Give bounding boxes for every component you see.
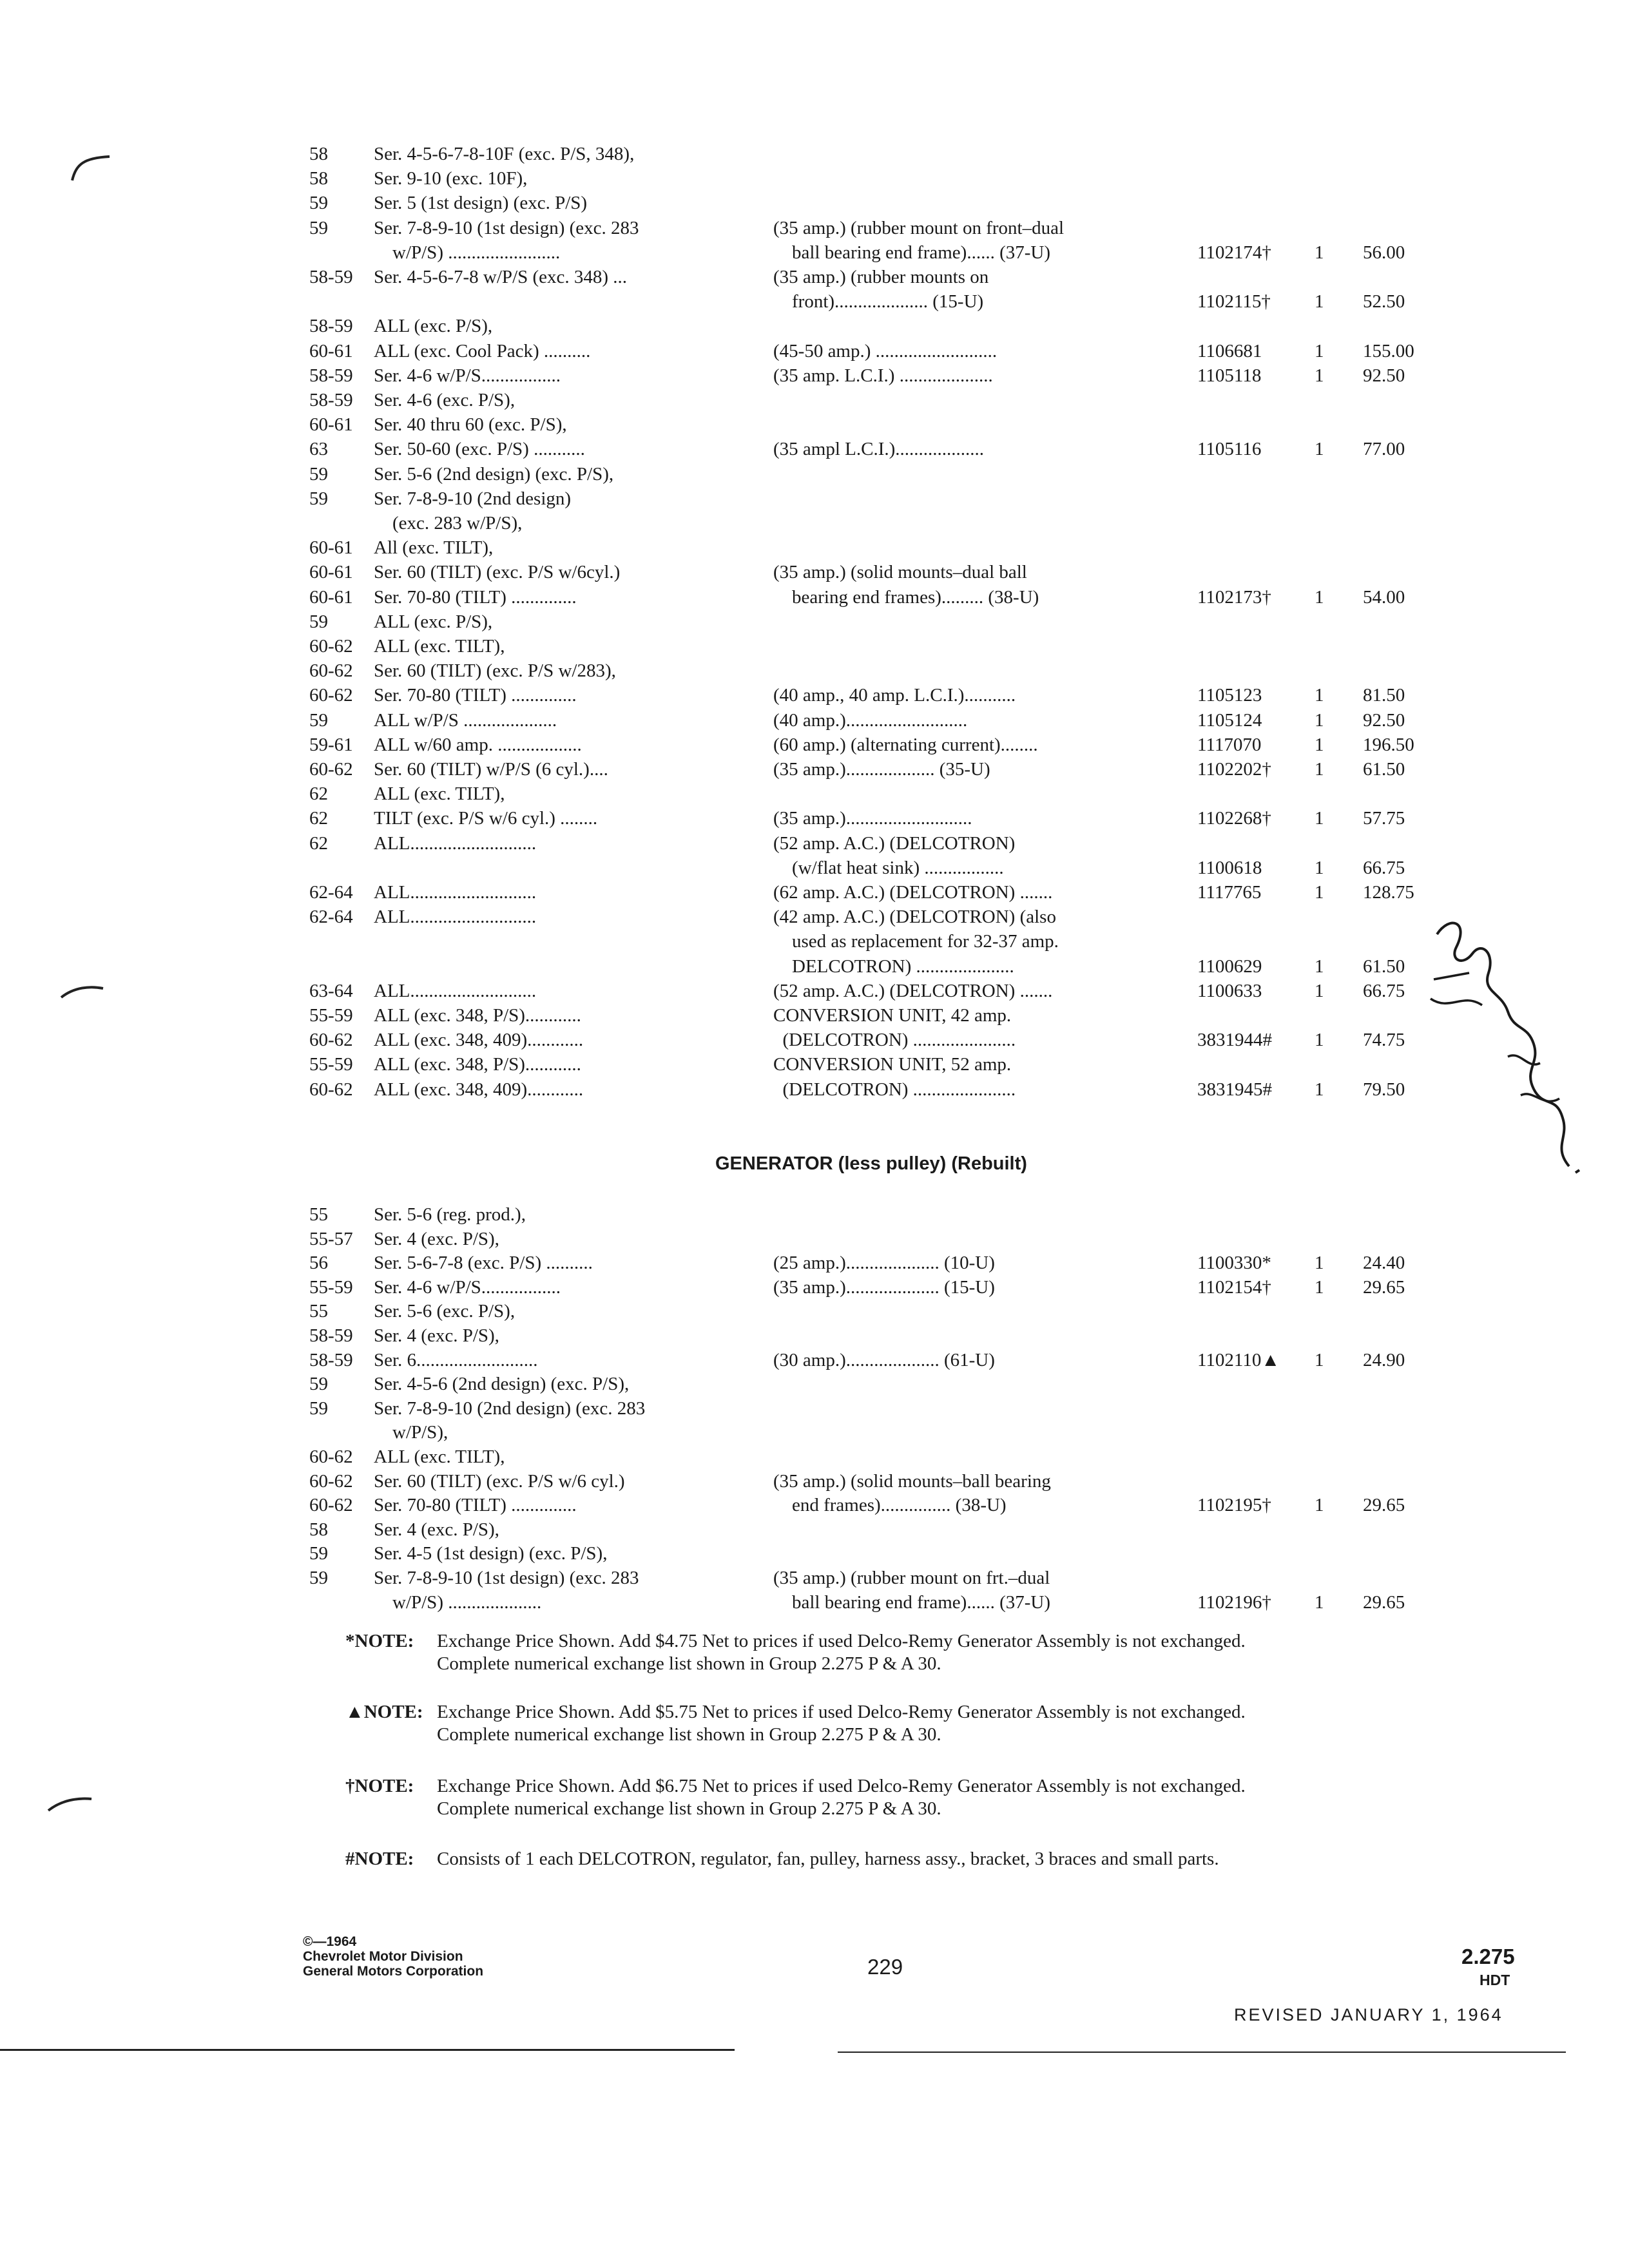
application-cell: Ser. 50-60 (exc. P/S) ........... — [374, 439, 585, 460]
revised-date: REVISED JANUARY 1, 1964 — [1234, 2005, 1503, 2024]
price-cell: 128.75 — [1363, 882, 1414, 903]
bottom-rule-right — [838, 2052, 1566, 2053]
quantity-cell: 1 — [1315, 857, 1324, 878]
description-cell: (35 amp.)........................... — [773, 808, 972, 829]
price-cell: 29.65 — [1363, 1591, 1405, 1613]
price-cell: 29.65 — [1363, 1495, 1405, 1516]
alternator-row — [0, 930, 1629, 955]
alternator-row — [0, 217, 1629, 242]
alternator-row — [0, 1004, 1629, 1029]
application-cell: Ser. 4-6 w/P/S................. — [374, 365, 561, 386]
price-cell: 74.75 — [1363, 1030, 1405, 1051]
alternator-row — [0, 857, 1629, 881]
year-cell: 59 — [309, 611, 328, 632]
part-number-cell: 1100633 — [1197, 980, 1262, 1001]
year-cell: 60-62 — [309, 660, 353, 682]
quantity-cell: 1 — [1315, 1079, 1324, 1100]
application-cell: Ser. 4 (exc. P/S), — [374, 1325, 499, 1346]
application-cell: ALL (exc. TILT), — [374, 783, 505, 805]
alternator-row — [0, 438, 1629, 463]
application-cell: Ser. 5-6 (reg. prod.), — [374, 1204, 526, 1225]
alternator-row — [0, 463, 1629, 488]
alternator-row — [0, 758, 1629, 783]
part-number-cell: 1102268† — [1197, 808, 1271, 829]
year-cell: 60-61 — [309, 586, 353, 608]
description-cell: (35 amp.) (rubber mount on front–dual — [773, 217, 1065, 238]
alternator-row — [0, 635, 1629, 660]
application-cell: ALL (exc. 348, 409)............ — [374, 1030, 584, 1051]
price-cell: 155.00 — [1363, 340, 1414, 361]
year-cell: 59 — [309, 217, 328, 238]
year-cell: 55 — [309, 1204, 328, 1225]
group-sub: HDT — [1480, 1972, 1510, 1988]
part-number-cell: 3831945# — [1197, 1079, 1272, 1100]
quantity-cell: 1 — [1315, 980, 1324, 1001]
description-cell: (25 amp.).................... (10-U) — [773, 1253, 995, 1274]
application-cell: Ser. 5-6 (2nd design) (exc. P/S), — [374, 463, 614, 485]
description-cell: ball bearing end frame)...... (37-U) — [773, 1591, 1051, 1613]
year-cell: 58 — [309, 1519, 328, 1540]
part-number-cell: 1105123 — [1197, 685, 1262, 706]
part-number-cell: 1102196† — [1197, 1591, 1271, 1613]
quantity-cell: 1 — [1315, 1276, 1324, 1298]
application-cell: ALL (exc. TILT), — [374, 1446, 505, 1467]
year-cell: 60-61 — [309, 562, 353, 583]
description-cell: (w/flat heat sink) ................. — [773, 857, 1004, 878]
alternator-row — [0, 340, 1629, 365]
price-cell: 77.00 — [1363, 439, 1405, 460]
year-cell: 55-59 — [309, 1276, 353, 1298]
margin-mark — [58, 979, 110, 1005]
application-cell: Ser. 4 (exc. P/S), — [374, 1228, 499, 1249]
application-cell: Ser. 5-6 (exc. P/S), — [374, 1301, 516, 1322]
price-cell: 81.50 — [1363, 685, 1405, 706]
application-cell: ALL w/P/S .................... — [374, 709, 557, 731]
year-cell: 63-64 — [309, 980, 353, 1001]
application-cell: TILT (exc. P/S w/6 cyl.) ........ — [374, 808, 598, 829]
quantity-cell: 1 — [1315, 759, 1324, 780]
year-cell: 62-64 — [309, 882, 353, 903]
page-number: 229 — [867, 1955, 903, 1979]
year-cell: 60-62 — [309, 1446, 353, 1467]
generator-row — [0, 1373, 1629, 1398]
description-cell: (DELCOTRON) ...................... — [773, 1030, 1016, 1051]
price-cell: 61.50 — [1363, 759, 1405, 780]
alternator-row — [0, 586, 1629, 611]
alternator-row — [0, 192, 1629, 216]
application-cell: w/P/S) .................... — [374, 1591, 542, 1613]
year-cell: 60-61 — [309, 537, 353, 559]
alternator-row — [0, 611, 1629, 635]
part-number-cell: 1102195† — [1197, 1495, 1271, 1516]
price-cell: 196.50 — [1363, 734, 1414, 755]
footnote-marker: ▲NOTE: — [345, 1702, 423, 1722]
year-cell: 59 — [309, 1374, 328, 1395]
quantity-cell: 1 — [1315, 1591, 1324, 1613]
alternator-row — [0, 537, 1629, 561]
year-cell: 59 — [309, 709, 328, 731]
footnote-marker: #NOTE: — [345, 1849, 414, 1869]
application-cell: Ser. 4-5-6 (2nd design) (exc. P/S), — [374, 1374, 630, 1395]
application-cell: ALL (exc. 348, 409)............ — [374, 1079, 584, 1100]
quantity-cell: 1 — [1315, 956, 1324, 977]
alternator-row — [0, 168, 1629, 192]
generator-row — [0, 1325, 1629, 1349]
quantity-cell: 1 — [1315, 734, 1324, 755]
description-cell: (52 amp. A.C.) (DELCOTRON) — [773, 832, 1016, 854]
alternator-row — [0, 783, 1629, 807]
application-cell: w/P/S) ........................ — [374, 242, 561, 263]
description-cell: end frames)............... (38-U) — [773, 1495, 1007, 1516]
quantity-cell: 1 — [1315, 340, 1324, 361]
year-cell: 55-57 — [309, 1228, 353, 1249]
application-cell: Ser. 60 (TILT) w/P/S (6 cyl.).... — [374, 759, 608, 780]
description-cell: (30 amp.).................... (61-U) — [773, 1349, 995, 1370]
generator-row — [0, 1300, 1629, 1325]
quantity-cell: 1 — [1315, 1495, 1324, 1516]
generator-row — [0, 1421, 1629, 1446]
part-number-cell: 1102173† — [1197, 586, 1271, 608]
quantity-cell: 1 — [1315, 291, 1324, 312]
description-cell: (35 amp.) (solid mounts–ball bearing — [773, 1470, 1051, 1492]
application-cell: ALL........................... — [374, 832, 537, 854]
generator-row — [0, 1398, 1629, 1422]
alternator-row — [0, 561, 1629, 586]
footnote — [345, 1848, 1312, 1893]
price-cell: 61.50 — [1363, 956, 1405, 977]
generator-row — [0, 1494, 1629, 1519]
price-cell: 57.75 — [1363, 808, 1405, 829]
year-cell: 58-59 — [309, 267, 353, 287]
application-cell: ALL (exc. P/S), — [374, 316, 493, 337]
price-cell: 29.65 — [1363, 1276, 1405, 1298]
year-cell: 59 — [309, 463, 328, 485]
application-cell: Ser. 70-80 (TILT) .............. — [374, 685, 577, 706]
generator-row — [0, 1591, 1629, 1616]
price-cell: 79.50 — [1363, 1079, 1405, 1100]
price-cell: 24.90 — [1363, 1349, 1405, 1370]
alternator-row — [0, 832, 1629, 857]
price-cell: 66.75 — [1363, 857, 1405, 878]
generator-row — [0, 1228, 1629, 1253]
application-cell: (exc. 283 w/P/S), — [374, 513, 523, 533]
generator-row — [0, 1567, 1629, 1591]
description-cell: (40 amp., 40 amp. L.C.I.)........... — [773, 685, 1016, 706]
year-cell: 62 — [309, 832, 328, 854]
quantity-cell: 1 — [1315, 808, 1324, 829]
year-cell: 60-62 — [309, 1495, 353, 1516]
alternator-row — [0, 660, 1629, 684]
footnote-text: Consists of 1 each DELCOTRON, regulator, fan, pulley, harness assy., bracket, 3 braces and small parts. — [437, 1849, 1219, 1869]
application-cell: Ser. 60 (TILT) (exc. P/S w/6 cyl.) — [374, 1470, 625, 1492]
application-cell: ALL........................... — [374, 882, 537, 903]
generator-row — [0, 1252, 1629, 1276]
handwritten-signature — [1411, 902, 1585, 1186]
footnote — [345, 1630, 1312, 1698]
generator-row — [0, 1470, 1629, 1495]
year-cell: 60-62 — [309, 636, 353, 657]
group-number: 2.275 — [1461, 1945, 1515, 1968]
copyright-division: Chevrolet Motor Division — [303, 1949, 463, 1964]
price-cell: 66.75 — [1363, 980, 1405, 1001]
application-cell: Ser. 70-80 (TILT) .............. — [374, 1495, 577, 1516]
price-cell: 56.00 — [1363, 242, 1405, 263]
part-number-cell: 1102110▲ — [1197, 1349, 1280, 1370]
year-cell: 60-62 — [309, 1079, 353, 1100]
price-cell: 54.00 — [1363, 586, 1405, 608]
application-cell: ALL (exc. 348, P/S)............ — [374, 1005, 581, 1026]
application-cell: ALL (exc. Cool Pack) .......... — [374, 340, 591, 361]
application-cell: Ser. 4-6 w/P/S................. — [374, 1276, 561, 1298]
generator-heading: GENERATOR (less pulley) (Rebuilt) — [715, 1153, 1027, 1174]
generator-row — [0, 1446, 1629, 1470]
application-cell: Ser. 4-5 (1st design) (exc. P/S), — [374, 1543, 608, 1564]
copyright-block — [303, 1934, 483, 1979]
description-cell: (60 amp.) (alternating current)........ — [773, 734, 1038, 755]
description-cell: CONVERSION UNIT, 42 amp. — [773, 1005, 1012, 1026]
footnote-marker: *NOTE: — [345, 1631, 414, 1651]
part-number-cell: 1102115† — [1197, 291, 1271, 312]
year-cell: 58-59 — [309, 365, 353, 386]
margin-mark — [45, 1791, 97, 1817]
alternator-row — [0, 881, 1629, 906]
application-cell: w/P/S), — [374, 1422, 448, 1443]
application-cell: ALL (exc. TILT), — [374, 636, 505, 657]
alternator-row — [0, 709, 1629, 734]
alternator-row — [0, 980, 1629, 1004]
year-cell: 58 — [309, 144, 328, 164]
quantity-cell: 1 — [1315, 586, 1324, 608]
application-cell: Ser. 60 (TILT) (exc. P/S w/283), — [374, 660, 616, 682]
year-cell: 55-59 — [309, 1054, 353, 1075]
alternator-row — [0, 414, 1629, 438]
price-cell: 24.40 — [1363, 1253, 1405, 1274]
description-cell: DELCOTRON) ..................... — [773, 956, 1014, 977]
description-cell: (DELCOTRON) ...................... — [773, 1079, 1016, 1100]
year-cell: 60-62 — [309, 759, 353, 780]
application-cell: Ser. 7-8-9-10 (1st design) (exc. 283 — [374, 1568, 639, 1588]
description-cell: (62 amp. A.C.) (DELCOTRON) ....... — [773, 882, 1053, 903]
generator-row — [0, 1519, 1629, 1543]
description-cell: (35 amp.) (solid mounts–dual ball — [773, 562, 1027, 583]
year-cell: 59 — [309, 193, 328, 214]
description-cell: (35 amp.).................... (15-U) — [773, 1276, 995, 1298]
part-number-cell: 1105116 — [1197, 439, 1262, 460]
part-number-cell: 1102174† — [1197, 242, 1271, 263]
generator-row — [0, 1204, 1629, 1228]
part-number-cell: 1100629 — [1197, 956, 1262, 977]
alternator-row — [0, 242, 1629, 266]
alternator-row — [0, 266, 1629, 291]
application-cell: Ser. 7-8-9-10 (1st design) (exc. 283 — [374, 217, 639, 238]
part-number-cell: 1117070 — [1197, 734, 1262, 755]
part-number-cell: 1117765 — [1197, 882, 1262, 903]
application-cell: Ser. 4-5-6-7-8-10F (exc. P/S, 348), — [374, 144, 635, 164]
alternator-row — [0, 956, 1629, 980]
year-cell: 55-59 — [309, 1005, 353, 1026]
year-cell: 60-61 — [309, 340, 353, 361]
part-number-cell: 1102202† — [1197, 759, 1271, 780]
year-cell: 55 — [309, 1301, 328, 1322]
quantity-cell: 1 — [1315, 1030, 1324, 1051]
quantity-cell: 1 — [1315, 439, 1324, 460]
application-cell: Ser. 70-80 (TILT) .............. — [374, 586, 577, 608]
year-cell: 59 — [309, 488, 328, 509]
application-cell: All (exc. TILT), — [374, 537, 494, 559]
year-cell: 60-62 — [309, 1030, 353, 1051]
description-cell: (42 amp. A.C.) (DELCOTRON) (also — [773, 907, 1056, 928]
application-cell: ALL (exc. P/S), — [374, 611, 493, 632]
description-cell: bearing end frames)......... (38-U) — [773, 586, 1039, 608]
application-cell: Ser. 7-8-9-10 (2nd design) (exc. 283 — [374, 1398, 646, 1419]
footnote-text: Exchange Price Shown. Add $6.75 Net to prices if used Delco-Remy Generator Assembly is not exchanged. Complete numerical exchange list shown in Group 2.275 P & A 30. — [437, 1776, 1246, 1819]
year-cell: 59-61 — [309, 734, 353, 755]
application-cell: Ser. 4-5-6-7-8 w/P/S (exc. 348) ... — [374, 267, 628, 287]
quantity-cell: 1 — [1315, 882, 1324, 903]
year-cell: 56 — [309, 1253, 328, 1274]
application-cell: Ser. 7-8-9-10 (2nd design) — [374, 488, 572, 509]
quantity-cell: 1 — [1315, 1253, 1324, 1274]
alternator-row — [0, 734, 1629, 758]
part-number-cell: 1105124 — [1197, 709, 1262, 731]
description-cell: (40 amp.).......................... — [773, 709, 968, 731]
alternator-row — [0, 291, 1629, 315]
footnote — [345, 1775, 1312, 1843]
year-cell: 62 — [309, 783, 328, 805]
year-cell: 59 — [309, 1398, 328, 1419]
alternator-row — [0, 1053, 1629, 1078]
quantity-cell: 1 — [1315, 709, 1324, 731]
price-cell: 92.50 — [1363, 365, 1405, 386]
description-cell: front).................... (15-U) — [773, 291, 984, 312]
application-cell: ALL........................... — [374, 907, 537, 928]
alternator-row — [0, 389, 1629, 414]
application-cell: Ser. 4 (exc. P/S), — [374, 1519, 499, 1540]
quantity-cell: 1 — [1315, 685, 1324, 706]
description-cell: (35 amp. L.C.I.) .................... — [773, 365, 993, 386]
generator-row — [0, 1349, 1629, 1374]
description-cell: used as replacement for 32-37 amp. — [773, 931, 1059, 952]
alternator-row — [0, 684, 1629, 709]
alternator-row — [0, 1079, 1629, 1103]
description-cell: (35 amp.) (rubber mounts on — [773, 267, 989, 287]
application-cell: Ser. 4-6 (exc. P/S), — [374, 390, 516, 410]
alternator-row — [0, 512, 1629, 537]
quantity-cell: 1 — [1315, 365, 1324, 386]
year-cell: 58-59 — [309, 1349, 353, 1370]
description-cell: (35 ampl L.C.I.)................... — [773, 439, 985, 460]
alternator-row — [0, 1029, 1629, 1053]
part-number-cell: 1106681 — [1197, 340, 1262, 361]
application-cell: Ser. 40 thru 60 (exc. P/S), — [374, 414, 567, 436]
description-cell: ball bearing end frame)...... (37-U) — [773, 242, 1051, 263]
application-cell: Ser. 6.......................... — [374, 1349, 538, 1370]
part-number-cell: 3831944# — [1197, 1030, 1272, 1051]
year-cell: 59 — [309, 1568, 328, 1588]
year-cell: 58-59 — [309, 316, 353, 337]
application-cell: ALL (exc. 348, P/S)............ — [374, 1054, 581, 1075]
application-cell: ALL........................... — [374, 980, 537, 1001]
bottom-rule — [0, 2049, 735, 2051]
description-cell: (45-50 amp.) .......................... — [773, 340, 998, 361]
alternator-row — [0, 143, 1629, 168]
application-cell: Ser. 5 (1st design) (exc. P/S) — [374, 193, 588, 214]
price-cell: 92.50 — [1363, 709, 1405, 731]
description-cell: CONVERSION UNIT, 52 amp. — [773, 1054, 1012, 1075]
alternator-row — [0, 365, 1629, 389]
price-cell: 52.50 — [1363, 291, 1405, 312]
year-cell: 59 — [309, 1543, 328, 1564]
copyright-line: ©—1964 — [303, 1934, 357, 1949]
description-cell: (35 amp.)................... (35-U) — [773, 759, 990, 780]
part-number-cell: 1100618 — [1197, 857, 1262, 878]
year-cell: 63 — [309, 439, 328, 460]
year-cell: 60-62 — [309, 1470, 353, 1492]
copyright-corp: General Motors Corporation — [303, 1964, 484, 1979]
generator-row — [0, 1276, 1629, 1301]
application-cell: Ser. 5-6-7-8 (exc. P/S) .......... — [374, 1253, 593, 1274]
footnote — [345, 1701, 1312, 1769]
part-number-cell: 1102154† — [1197, 1276, 1271, 1298]
year-cell: 58 — [309, 168, 328, 189]
alternator-row — [0, 906, 1629, 930]
description-cell: (35 amp.) (rubber mount on frt.–dual — [773, 1568, 1050, 1588]
alternator-row — [0, 488, 1629, 512]
application-cell: Ser. 60 (TILT) (exc. P/S w/6cyl.) — [374, 562, 621, 583]
year-cell: 62 — [309, 808, 328, 829]
footnote-text: Exchange Price Shown. Add $4.75 Net to prices if used Delco-Remy Generator Assembly is not exchanged. Complete numerical exchange list shown in Group 2.275 P & A 30. — [437, 1631, 1246, 1674]
year-cell: 60-62 — [309, 685, 353, 706]
description-cell: (52 amp. A.C.) (DELCOTRON) ....... — [773, 980, 1053, 1001]
alternator-row — [0, 807, 1629, 832]
year-cell: 58-59 — [309, 390, 353, 410]
part-number-cell: 1105118 — [1197, 365, 1262, 386]
year-cell: 60-61 — [309, 414, 353, 436]
quantity-cell: 1 — [1315, 1349, 1324, 1370]
quantity-cell: 1 — [1315, 242, 1324, 263]
footnote-marker: †NOTE: — [345, 1776, 414, 1796]
application-cell: Ser. 9-10 (exc. 10F), — [374, 168, 528, 189]
margin-mark — [64, 145, 116, 184]
application-cell: ALL w/60 amp. .................. — [374, 734, 582, 755]
part-number-cell: 1100330* — [1197, 1253, 1271, 1274]
alternator-row — [0, 315, 1629, 340]
generator-row — [0, 1542, 1629, 1567]
year-cell: 62-64 — [309, 907, 353, 928]
year-cell: 58-59 — [309, 1325, 353, 1346]
footnote-text: Exchange Price Shown. Add $5.75 Net to prices if used Delco-Remy Generator Assembly is not exchanged. Complete numerical exchange list shown in Group 2.275 P & A 30. — [437, 1702, 1246, 1745]
